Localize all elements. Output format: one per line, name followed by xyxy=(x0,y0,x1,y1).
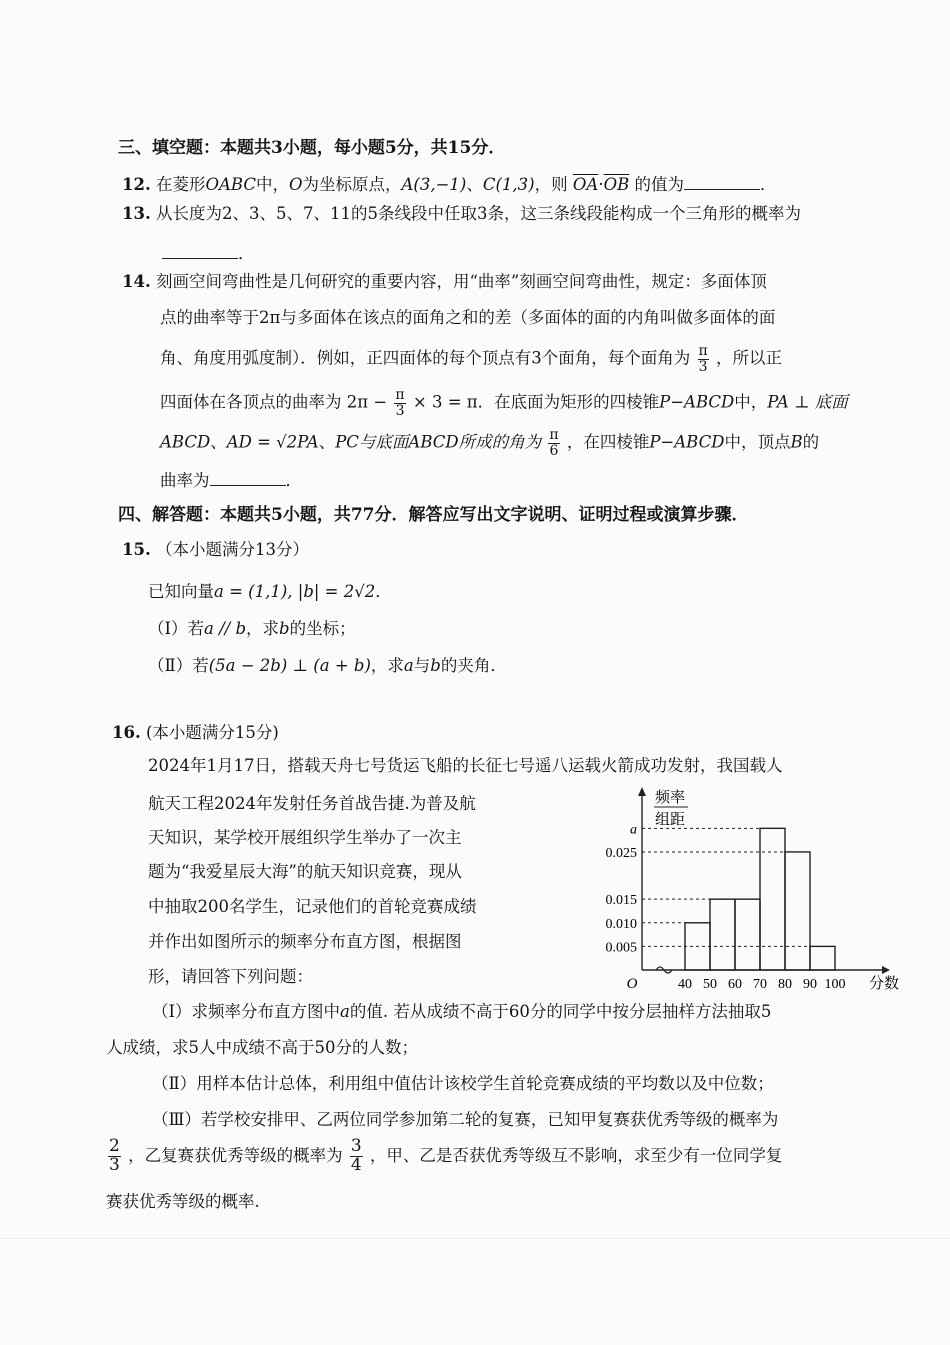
math: a xyxy=(340,1002,350,1021)
text: 已知向量 xyxy=(148,582,214,601)
math: b xyxy=(430,656,441,675)
q16-line5: 中抽取200名学生，记录他们的首轮竞赛成绩 xyxy=(148,897,477,916)
question-12 xyxy=(122,171,776,195)
x-tick-label: 100 xyxy=(824,977,846,992)
text: ，乙复赛获优秀等级的概率为 xyxy=(128,1145,343,1165)
numerator: 3 xyxy=(350,1136,362,1156)
question-15-part2 xyxy=(148,652,507,676)
text: 的夹角． xyxy=(440,656,507,675)
denominator: 3 xyxy=(395,402,405,419)
text: 角、角度用弧度制）．例如，正四面体的每个顶点有3个面角，每个面角为 xyxy=(160,348,691,368)
denominator: 4 xyxy=(350,1154,362,1175)
question-number: 15. xyxy=(122,540,151,559)
text: 在菱形 xyxy=(155,175,206,194)
text: 中， xyxy=(255,175,289,194)
numerator: π xyxy=(698,343,708,359)
math: (5a − 2b) ⊥ (a + b) xyxy=(208,656,371,675)
question-text: 从长度为2、3、5、7、11的5条线段中任取3条，这三条线段能构成一个三角形的概率为 xyxy=(155,204,801,223)
question-13-blank xyxy=(162,240,255,264)
math: ABCD xyxy=(160,432,211,452)
text: 中， xyxy=(734,392,768,412)
answer-blank xyxy=(684,175,760,190)
question-number: 14. xyxy=(122,272,151,291)
text: 中，顶点 xyxy=(724,432,791,452)
math: A(3,−1) xyxy=(401,175,467,194)
text: 的坐标； xyxy=(289,619,356,638)
question-number: 16. xyxy=(112,723,141,742)
answer-blank xyxy=(162,244,238,259)
vector-oa: $\overline{OA}$ xyxy=(572,175,599,194)
math: OABC xyxy=(205,175,256,194)
q16-part1 xyxy=(152,998,771,1022)
section3-header: 三、填空题：本题共3小题，每小题5分，共15分． xyxy=(118,138,506,158)
histogram-bar xyxy=(810,946,835,970)
text: 与 xyxy=(413,656,431,675)
answer-blank xyxy=(210,471,286,486)
text: ，求 xyxy=(370,656,404,675)
text: ． xyxy=(759,175,777,194)
q16-part3: （Ⅲ）若学校安排甲、乙两位同学参加第二轮的复赛，已知甲复赛获优秀等级的概率为 xyxy=(152,1110,779,1129)
x-tick-label: 90 xyxy=(803,977,817,992)
question-14-line3 xyxy=(160,344,782,374)
text: 、 xyxy=(466,175,483,194)
text: ，甲、乙是否获优秀等级互不影响，求至少有一位同学复 xyxy=(369,1145,783,1165)
text: 曲率为 xyxy=(160,471,210,490)
fraction-pi-3 xyxy=(394,388,405,418)
text: ． xyxy=(238,244,255,263)
section4-header: 四、解答题：本题共5小题，共77分．解答应写出文字说明、证明过程或演算步骤． xyxy=(118,505,749,525)
q16-line2: 航天工程2024年发射任务首战告捷.为普及航 xyxy=(148,794,476,813)
q16-part2: （Ⅱ）用样本估计总体，利用组中值估计该校学生首轮竞赛成绩的平均数以及中位数； xyxy=(152,1074,774,1093)
histogram-bar xyxy=(760,828,785,970)
q16-line7: 形，请回答下列问题： xyxy=(148,967,313,986)
text: 的 xyxy=(802,432,820,452)
histogram-bar xyxy=(785,852,810,970)
numerator: π xyxy=(395,387,405,403)
origin-label: O xyxy=(626,976,638,992)
fraction-2-3 xyxy=(108,1138,121,1175)
question-15-part1 xyxy=(148,615,356,639)
math: AD = √2PA xyxy=(226,432,319,452)
denominator: 3 xyxy=(698,358,708,375)
q16-line1: 2024年1月17日，搭载天舟七号货运飞船的长征七号遥八运载火箭成功发射，我国载人 xyxy=(148,756,783,775)
dot: · xyxy=(598,175,604,194)
fraction-pi-6 xyxy=(548,428,559,458)
question-number: 12. xyxy=(122,175,151,194)
text: ，求 xyxy=(246,619,280,638)
text: 、 xyxy=(318,432,336,452)
part-label: （Ⅰ）若 xyxy=(148,619,205,638)
math: a = (1,1), |b| = 2√2 xyxy=(214,582,376,601)
text: 、 xyxy=(210,432,227,452)
q16-line4: 题为“我爱星辰大海”的航天知识竞赛，现从 xyxy=(148,862,462,881)
question-14-line6 xyxy=(160,467,302,491)
y-tick-label: 0.025 xyxy=(605,845,637,861)
part-label: （Ⅱ）若 xyxy=(148,656,209,675)
x-tick-label: 60 xyxy=(728,977,742,992)
question-15-given xyxy=(148,578,392,602)
denominator: 3 xyxy=(109,1154,120,1175)
text: ，则 xyxy=(534,175,568,194)
text: 的值为 xyxy=(634,175,684,194)
score-note: （本小题满分13分） xyxy=(155,540,309,559)
numerator: π xyxy=(549,427,559,443)
text: ，在四棱锥 xyxy=(566,432,650,452)
y-tick-label: a xyxy=(630,822,637,838)
x-tick-label: 50 xyxy=(703,977,717,992)
text: × 3 = π．在底面为矩形的四棱锥 xyxy=(412,392,660,412)
text: 为坐标原点， xyxy=(302,175,402,194)
y-axis-arrow xyxy=(638,787,646,796)
math: a xyxy=(403,656,414,675)
text: （Ⅰ）求频率分布直方图中 xyxy=(152,1002,341,1021)
math: C(1,3) xyxy=(482,175,535,194)
math: a // b xyxy=(204,619,247,638)
q16-part1-cont: 人成绩，求5人中成绩不高于50分的人数； xyxy=(106,1038,418,1057)
y-axis-label-top: 频率 xyxy=(654,790,686,806)
math: b xyxy=(279,619,290,638)
math: P−ABCD xyxy=(659,392,735,412)
y-tick-label: 0.015 xyxy=(605,893,637,909)
x-axis-label: 分数 xyxy=(868,976,900,992)
frequency-histogram xyxy=(582,782,912,992)
question-13 xyxy=(122,200,801,224)
question-number: 13. xyxy=(122,204,151,223)
text: 的值. 若从成绩不高于60分的同学中按分层抽样方法抽取5 xyxy=(349,1002,772,1021)
denominator: 6 xyxy=(549,442,559,459)
question-14-line4 xyxy=(160,388,848,418)
y-tick-label: 0.010 xyxy=(605,916,637,932)
page-bottom-margin xyxy=(0,1238,950,1345)
x-tick-label: 80 xyxy=(778,977,792,992)
text: 四面体在各顶点的曲率为 2π − xyxy=(160,392,388,412)
fraction-pi-3 xyxy=(698,344,709,374)
question-14-line5 xyxy=(160,428,819,458)
q16-line6: 并作出如图所示的频率分布直方图，根据图 xyxy=(148,932,462,951)
math: B xyxy=(790,432,803,452)
score-note: (本小题满分15分) xyxy=(145,723,279,742)
text: ． xyxy=(285,471,302,490)
question-14-line2: 点的曲率等于2π与多面体在该点的面角之和的差（多面体的面的内角叫做多面体的面 xyxy=(160,308,776,327)
histogram-bar xyxy=(710,899,735,970)
x-tick-label: 40 xyxy=(678,977,692,992)
question-16-header xyxy=(112,719,279,743)
numerator: 2 xyxy=(109,1136,120,1156)
q16-part3-cont xyxy=(106,1138,782,1175)
q16-part3-end: 赛获优秀等级的概率. xyxy=(106,1192,260,1211)
question-14-line1 xyxy=(122,268,767,292)
math: P−ABCD xyxy=(649,432,725,452)
text: ，所以正 xyxy=(715,348,782,368)
vector-ob: $\overline{OB}$ xyxy=(603,175,630,194)
math: O xyxy=(288,175,303,194)
math: PC与底面ABCD所成的角为 xyxy=(335,432,542,452)
question-text: 刻画空间弯曲性是几何研究的重要内容，用“曲率”刻画空间弯曲性，规定：多面体顶 xyxy=(155,272,767,291)
fraction-3-4 xyxy=(350,1138,363,1175)
x-axis-arrow xyxy=(882,966,890,974)
histogram-bar xyxy=(735,899,760,970)
x-tick-label: 70 xyxy=(753,977,767,992)
question-15-header xyxy=(122,536,309,560)
q16-line3: 天知识，某学校开展组织学生举办了一次主 xyxy=(148,828,462,847)
math: PA ⊥ 底面 xyxy=(767,392,848,412)
y-tick-label: 0.005 xyxy=(605,940,637,956)
y-axis-label-bottom: 组距 xyxy=(654,812,686,828)
text: ． xyxy=(375,582,392,601)
